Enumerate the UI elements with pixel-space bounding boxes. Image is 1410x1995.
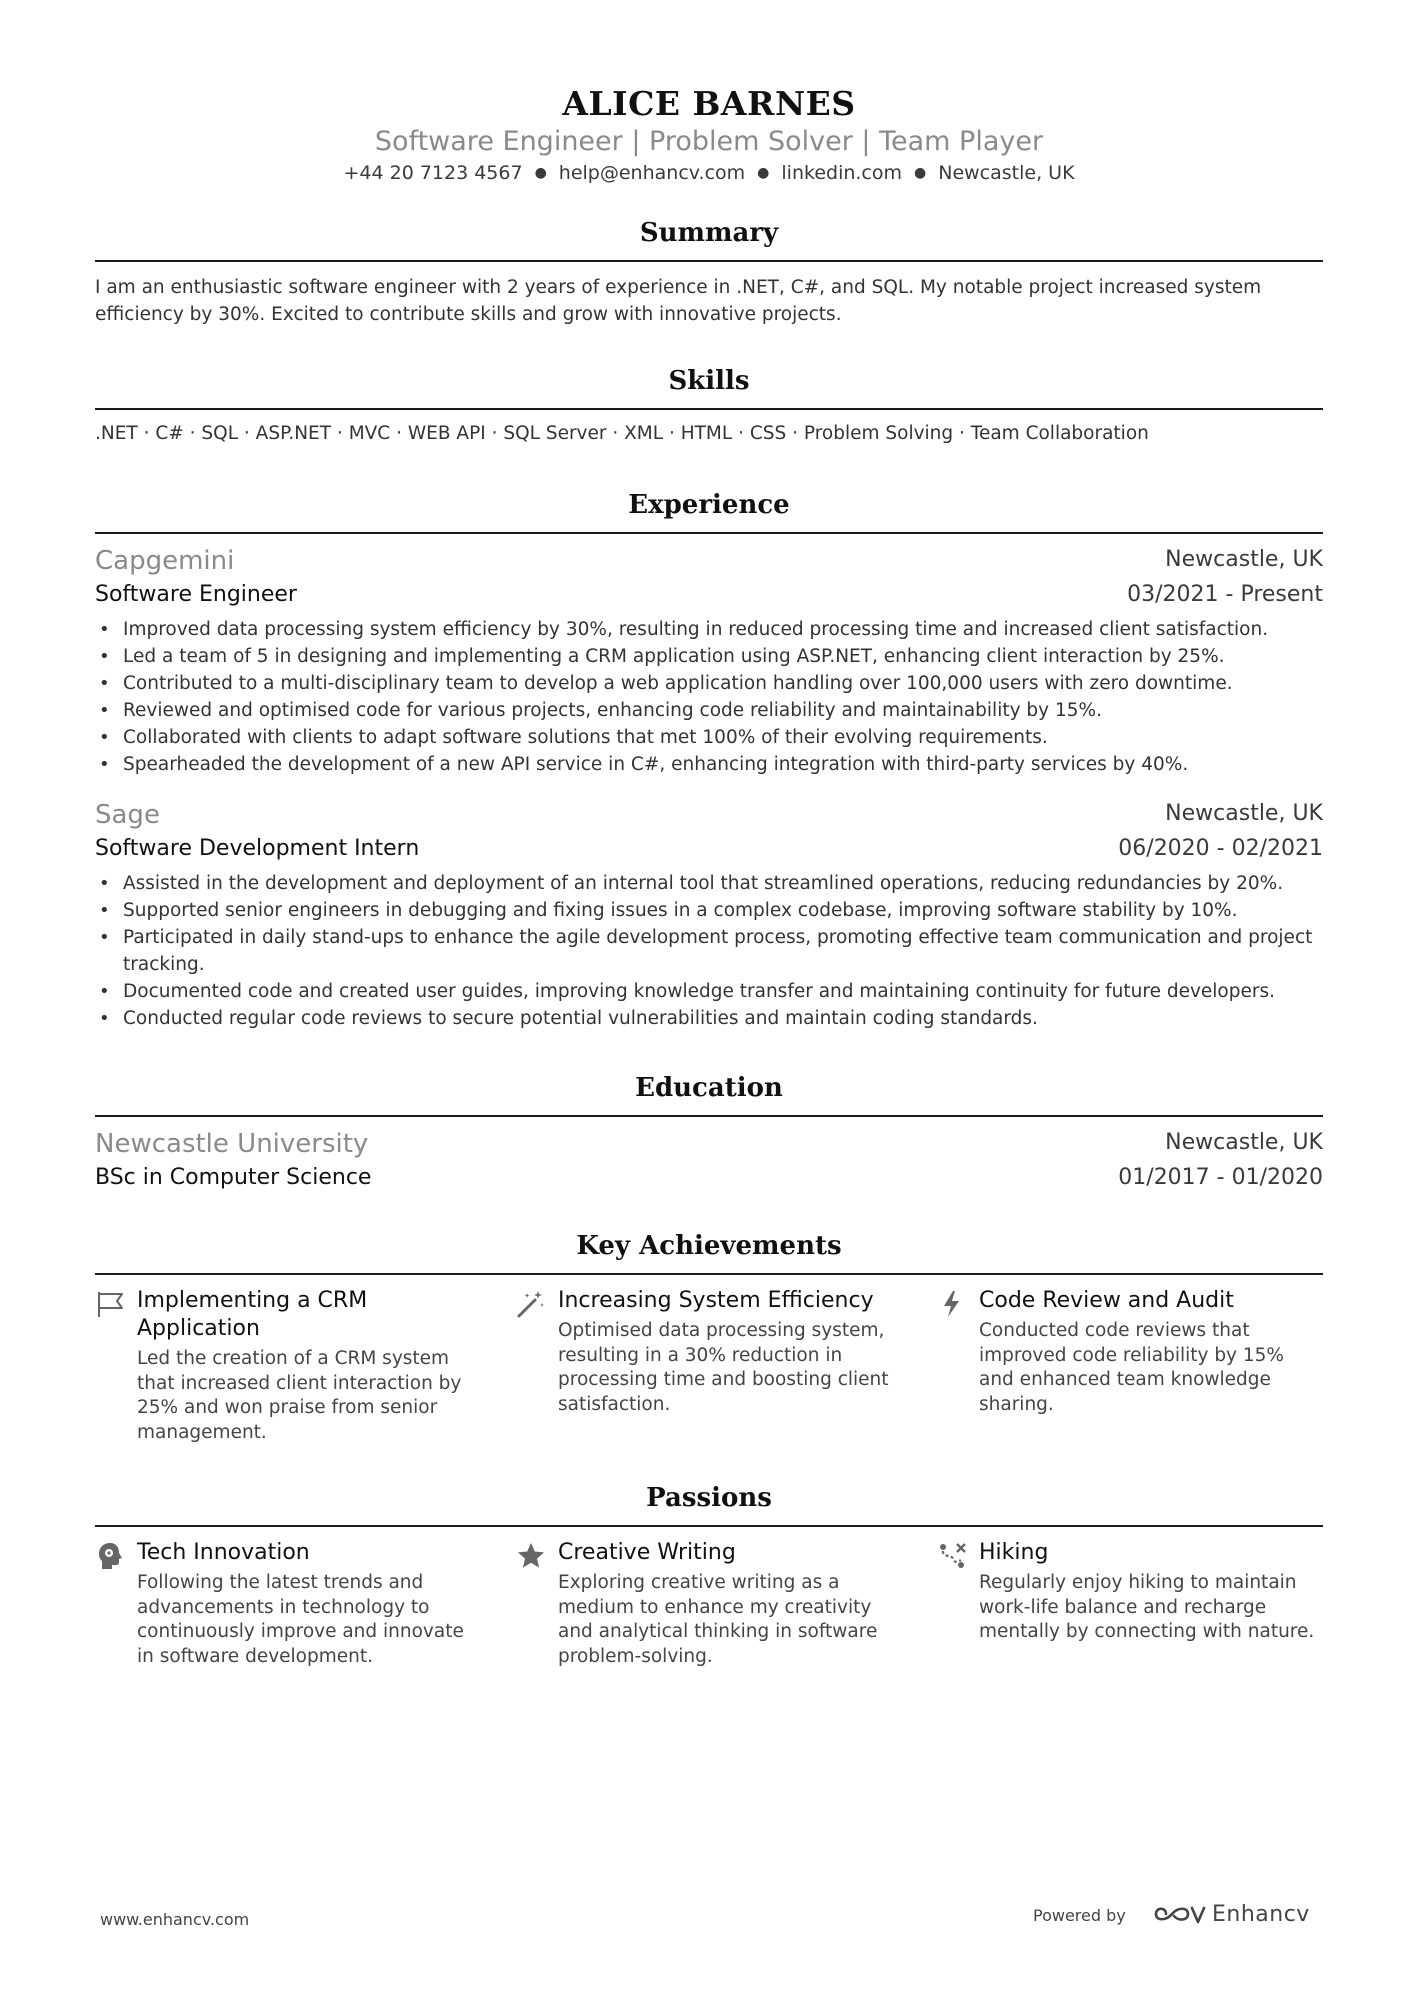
job-dates: 06/2020 - 02/2021 (1118, 836, 1323, 861)
candidate-name: ALICE BARNES (562, 84, 856, 123)
education-heading: Education (635, 1073, 783, 1103)
school-location: Newcastle, UK (1165, 1130, 1323, 1155)
contact-line (95, 162, 1323, 184)
education-dates: 01/2017 - 01/2020 (1118, 1165, 1323, 1190)
achievement-title: Code Review and Audit (979, 1288, 1234, 1313)
achievement-desc: Conducted code reviews that improved code reliability by 15% and enhanced team knowledge sharing. (979, 1320, 1285, 1415)
job-title: Software Engineer (95, 582, 297, 607)
lightning-icon (937, 1289, 967, 1319)
bullet-item: • Documented code and created user guides, improving knowledge transfer and maintaining continuity for future developers. (123, 978, 1323, 1005)
achievement-desc: Led the creation of a CRM system that increased client interaction by 25% and won praise from senior management. (137, 1348, 462, 1443)
powered-by-label: Powered by (1033, 1906, 1126, 1925)
flag-icon (95, 1289, 125, 1319)
separator-dot: ● (914, 165, 927, 181)
passion-title: Creative Writing (558, 1540, 736, 1565)
hiking-path-icon (937, 1541, 967, 1571)
email-link[interactable]: help@enhancv.com (558, 162, 746, 184)
bullet-item: • Assisted in the development and deployment of an internal tool that streamlined operations, reducing redundancies by 20%. (123, 870, 1323, 897)
bullet-item: • Collaborated with clients to adapt software solutions that met 100% of their evolving requirements. (123, 724, 1323, 751)
bullet-item: • Contributed to a multi-disciplinary team to develop a web application handling over 100,000 users with zero downtime. (123, 670, 1323, 697)
separator-dot: ● (534, 165, 547, 181)
company-name: Sage (95, 800, 160, 830)
enhancv-logo-text[interactable]: Enhancv (1212, 1902, 1310, 1927)
skills-list: .NET · C# · SQL · ASP.NET · MVC · WEB API · SQL Server · XML · HTML · CSS · Problem Solving · Team Collaboration (95, 423, 1149, 444)
job-bullets (95, 870, 1323, 1032)
experience-heading: Experience (628, 490, 790, 520)
summary-text: I am an enthusiastic software engineer with 2 years of experience in .NET, C#, and SQL. My notable project increased system efficiency by 30%. Excited to contribute skills and grow with innovative projects. (95, 277, 1262, 325)
location: Newcastle, UK (938, 162, 1075, 184)
passion-desc: Regularly enjoy hiking to maintain work-life balance and recharge mentally by connecting with nature. (979, 1572, 1315, 1642)
section-divider (95, 532, 1323, 534)
section-divider (95, 1525, 1323, 1527)
linkedin-link[interactable]: linkedin.com (781, 162, 903, 184)
passion-title: Tech Innovation (137, 1540, 310, 1565)
job-bullets (95, 616, 1323, 778)
bullet-item: • Improved data processing system efficiency by 30%, resulting in reduced processing time and increased client satisfaction. (123, 616, 1323, 643)
bullet-item: • Conducted regular code reviews to secure potential vulnerabilities and maintain coding standards. (123, 1005, 1323, 1032)
magic-wand-icon (516, 1289, 546, 1319)
passions-heading: Passions (646, 1483, 772, 1513)
degree: BSc in Computer Science (95, 1165, 372, 1190)
job-location: Newcastle, UK (1165, 801, 1323, 826)
achievement-title: Implementing a CRM Application (137, 1288, 368, 1341)
star-icon (516, 1541, 546, 1571)
section-divider (95, 408, 1323, 410)
company-name: Capgemini (95, 546, 235, 576)
skills-heading: Skills (668, 366, 750, 396)
section-divider (95, 1273, 1323, 1275)
section-divider (95, 1115, 1323, 1117)
job-location: Newcastle, UK (1165, 547, 1323, 572)
summary-heading: Summary (639, 218, 779, 248)
job-title: Software Development Intern (95, 836, 420, 861)
bullet-item: • Participated in daily stand-ups to enhance the agile development process, promoting effective team communication and project tracking. (123, 924, 1323, 978)
passion-title: Hiking (979, 1540, 1049, 1565)
tagline: Software Engineer | Problem Solver | Team Player (374, 126, 1044, 157)
bullet-item: • Spearheaded the development of a new API service in C#, enhancing integration with third-party services by 40%. (123, 751, 1323, 778)
job-dates: 03/2021 - Present (1127, 582, 1323, 607)
website-link[interactable]: www.enhancv.com (100, 1910, 250, 1929)
achievements-heading: Key Achievements (576, 1231, 842, 1261)
school-name: Newcastle University (95, 1129, 369, 1159)
bullet-item: • Supported senior engineers in debugging and fixing issues in a complex codebase, improving software stability by 10%. (123, 897, 1323, 924)
achievement-desc: Optimised data processing system, resulting in a 30% reduction in processing time and boosting client satisfaction. (558, 1320, 889, 1415)
head-brain-icon (95, 1541, 125, 1571)
passion-desc: Following the latest trends and advancements in technology to continuously improve and innovate in software development. (137, 1572, 464, 1667)
section-divider (95, 260, 1323, 262)
separator-dot: ● (757, 165, 770, 181)
phone: +44 20 7123 4567 (343, 162, 523, 184)
passion-desc: Exploring creative writing as a medium to enhance my creativity and analytical thinking in software problem-solving. (558, 1572, 878, 1667)
bullet-item: • Led a team of 5 in designing and implementing a CRM application using ASP.NET, enhancing client interaction by 25%. (123, 643, 1323, 670)
bullet-item: • Reviewed and optimised code for various projects, enhancing code reliability and maintainability by 15%. (123, 697, 1323, 724)
achievement-title: Increasing System Efficiency (558, 1288, 874, 1313)
